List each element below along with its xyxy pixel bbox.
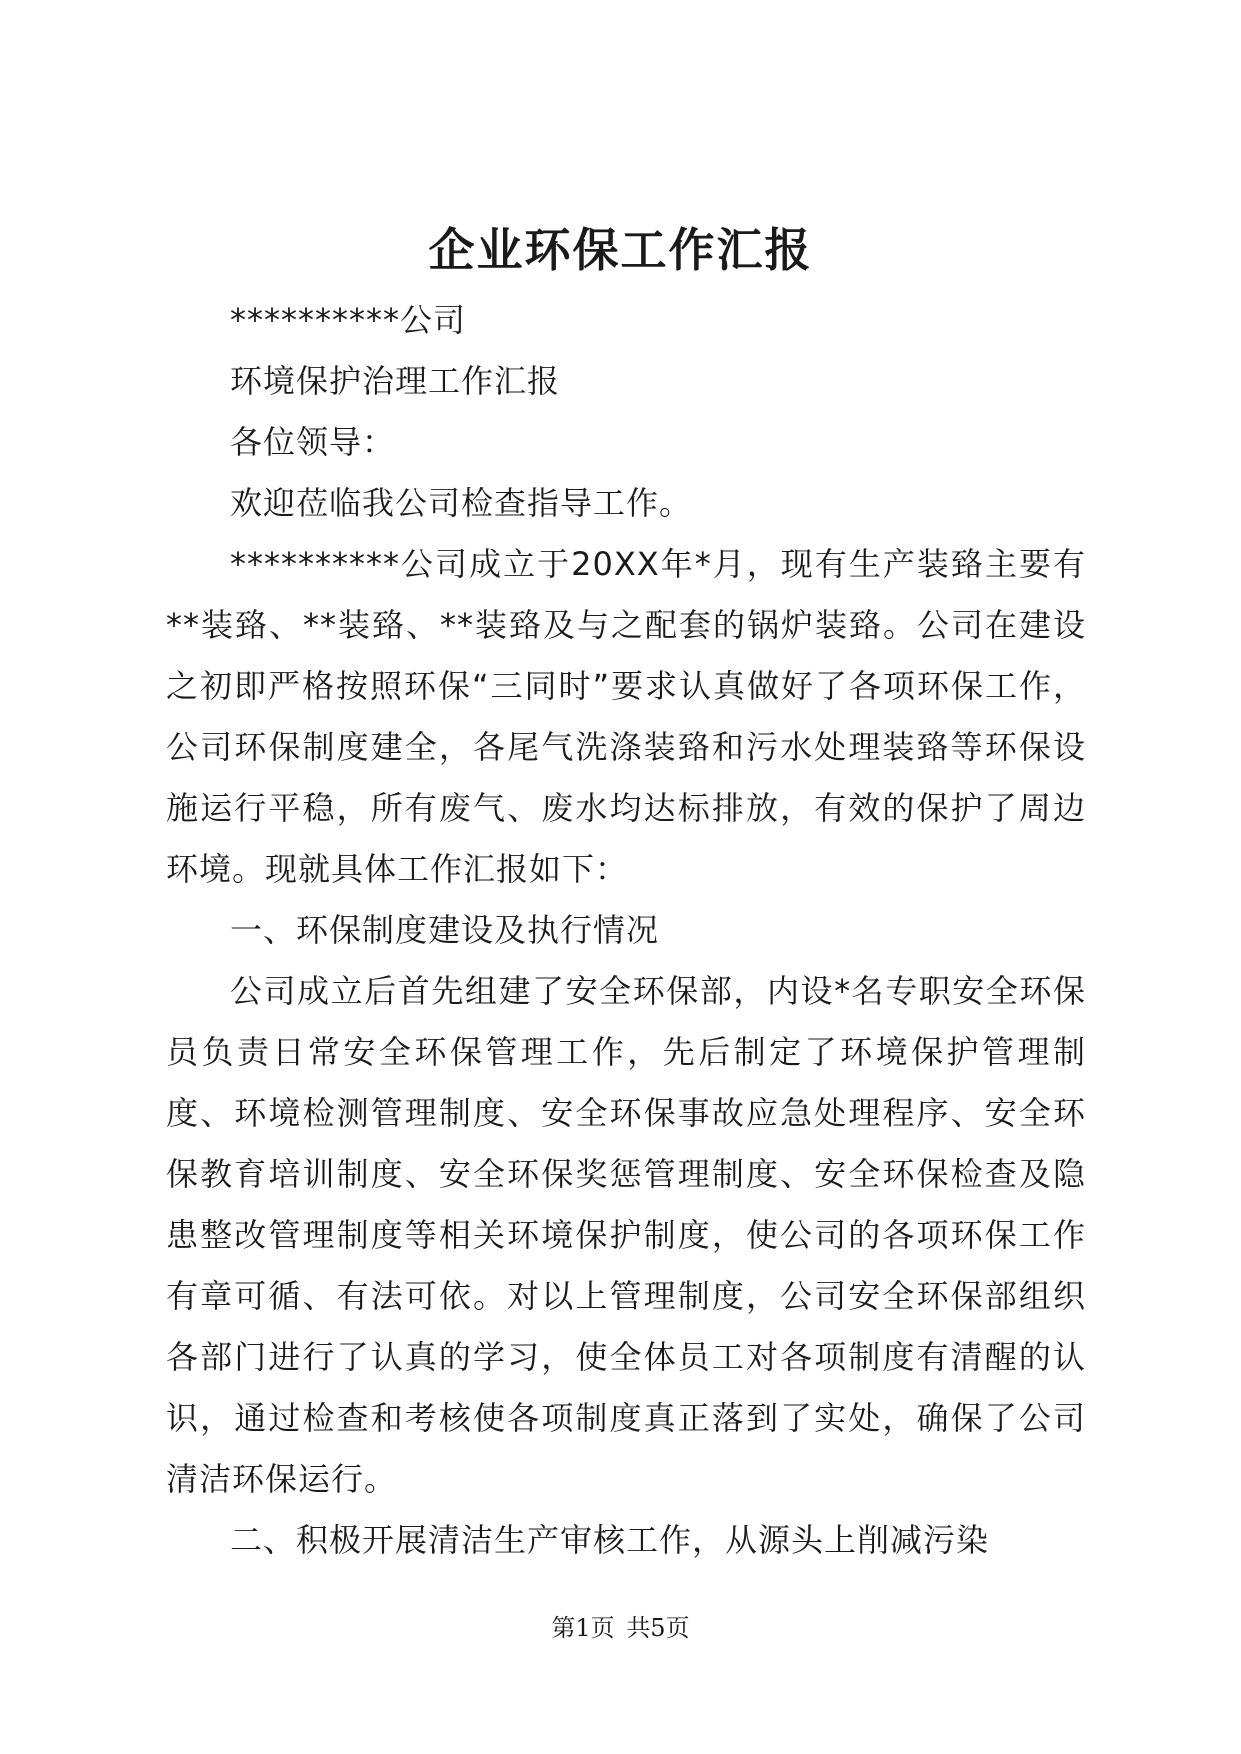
salutation: 各位领导： [230, 423, 396, 461]
section-heading-1: 一、环保制度建设及执行情况 [230, 911, 660, 949]
report-subtitle: 环境保护治理工作汇报 [230, 362, 561, 400]
document-title: 企业环保工作汇报 [428, 223, 813, 277]
intro-paragraph: **********公司成立于20XX年*月，现有生产装臵主要有**装臵、**装臵、**装臵及与之配套的锅炉装臵。公司在建设之初即严格按照环保“三同时”要求认真做好了各项环保工作，公司环保制度建全，各尾气洗涤装臵和污水处理装臵等环保设施运行平稳，所有废气、废水均达标排放，有效的保护了周边环境。现就具体工作汇报如下： [166, 545, 1086, 888]
document-body [166, 290, 1086, 1571]
welcome-line: 欢迎莅临我公司检查指导工作。 [230, 484, 693, 522]
page-number: 第1页 [551, 1614, 615, 1642]
section-heading-2: 二、积极开展清洁生产审核工作，从源头上削减污染 [230, 1521, 990, 1559]
page-footer [0, 1612, 1241, 1644]
company-line: **********公司 [230, 301, 467, 339]
page-total: 共5页 [626, 1614, 690, 1642]
section-1-paragraph: 公司成立后首先组建了安全环保部，内设*名专职安全环保员负责日常安全环保管理工作，先后制定了环境保护管理制度、环境检测管理制度、安全环保事故应急处理程序、安全环保教育培训制度、安全环保奖惩管理制度、安全环保检查及隐患整改管理制度等相关环境保护制度，使公司的各项环保工作有章可循、有法可依。对以上管理制度，公司安全环保部组织各部门进行了认真的学习，使全体员工对各项制度有清醒的认识，通过检查和考核使各项制度真正落到了实处，确保了公司清洁环保运行。 [166, 972, 1086, 1498]
